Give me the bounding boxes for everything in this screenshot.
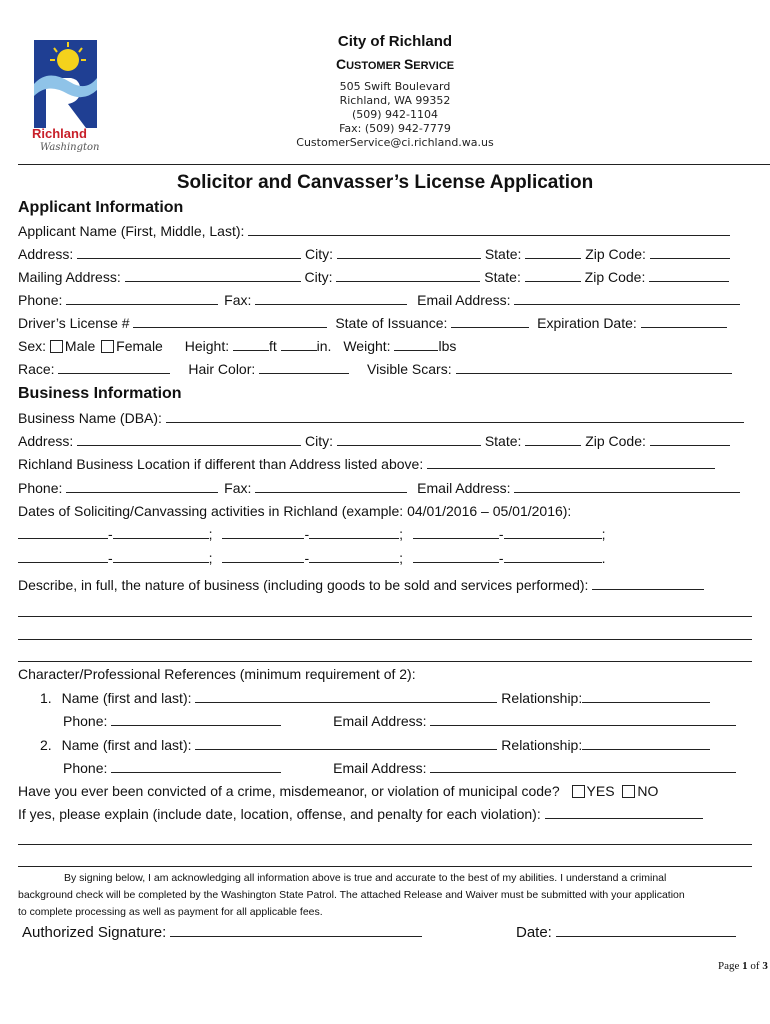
mailing-city-field[interactable] <box>336 269 480 282</box>
mailing-zip-field[interactable] <box>649 269 729 282</box>
race-hair-scars-row: Race: Hair Color: Visible Scars: <box>18 361 732 377</box>
logo-state: Washington <box>40 142 100 153</box>
business-heading: Business Information <box>18 385 182 402</box>
mailing-address-row: Mailing Address: City: State: Zip Code: <box>18 269 729 285</box>
describe-business-row: Describe, in full, the nature of business (including goods to be sold and services performed): <box>18 577 704 593</box>
applicant-zip-field[interactable] <box>650 246 730 259</box>
applicant-name-row: Applicant Name (First, Middle, Last): <box>18 223 730 239</box>
applicant-phone-field[interactable] <box>66 292 218 305</box>
yes-checkbox[interactable] <box>572 785 585 798</box>
applicant-fax-field[interactable] <box>255 292 407 305</box>
reference-2-contact-row: Phone: Email Address: <box>63 760 736 776</box>
describe-business-field[interactable] <box>592 577 704 590</box>
date-range-6-start[interactable] <box>413 550 499 563</box>
business-address-row: Address: City: State: Zip Code: <box>18 433 730 449</box>
date-range-5-end[interactable] <box>309 550 399 563</box>
department-name <box>280 54 510 76</box>
applicant-address-field[interactable] <box>77 246 301 259</box>
business-name-field[interactable] <box>166 410 744 423</box>
reference-2-email-field[interactable] <box>430 760 736 773</box>
business-phone-row: Phone: Fax: Email Address: <box>18 480 740 496</box>
dept-cap-2: S <box>403 56 414 72</box>
explain-field[interactable] <box>545 806 703 819</box>
disclaimer <box>18 870 758 921</box>
business-zip-field[interactable] <box>650 433 730 446</box>
business-phone-field[interactable] <box>66 480 218 493</box>
reference-1-contact-row: Phone: Email Address: <box>63 713 736 729</box>
phone-number: (509) 942-1104 <box>351 108 439 121</box>
reference-1-name-field[interactable] <box>195 690 497 703</box>
reference-1-email-field[interactable] <box>430 713 736 726</box>
page-number: Page 1 of 3 <box>718 960 768 972</box>
weight-field[interactable] <box>394 338 438 351</box>
business-location-row: Richland Business Location if different than Address listed above: <box>18 456 715 472</box>
email-address[interactable]: CustomerService@ci.richland.wa.us <box>296 136 494 149</box>
dates-instruction: Dates of Soliciting/Canvassing activities in Richland (example: 04/01/2016 – 05/01/2016): <box>18 503 572 519</box>
explain-line-2[interactable] <box>18 866 752 867</box>
applicant-email-field[interactable] <box>514 292 740 305</box>
date-range-5-start[interactable] <box>222 550 304 563</box>
business-email-field[interactable] <box>514 480 740 493</box>
business-name-row: Business Name (DBA): <box>18 410 744 426</box>
dept-rest-2: ERVICE <box>413 60 455 72</box>
sun-icon <box>57 49 79 71</box>
mailing-state-field[interactable] <box>525 269 581 282</box>
explain-line-1[interactable] <box>18 844 752 845</box>
applicant-address-row: Address: City: State: Zip Code: <box>18 246 730 262</box>
date-range-4-start[interactable] <box>18 550 108 563</box>
reference-2-relationship-field[interactable] <box>582 737 710 750</box>
height-feet-field[interactable] <box>233 338 269 351</box>
issuance-state-field[interactable] <box>451 315 529 328</box>
describe-line-3[interactable] <box>18 661 752 662</box>
business-city-field[interactable] <box>337 433 481 446</box>
dept-cap-1: C <box>335 56 347 72</box>
describe-line-1[interactable] <box>18 616 752 617</box>
drivers-license-row: Driver’s License # State of Issuance: Expiration Date: <box>18 315 727 331</box>
business-fax-field[interactable] <box>255 480 407 493</box>
date-range-2-end[interactable] <box>309 526 399 539</box>
business-state-field[interactable] <box>525 433 581 446</box>
date-range-1-end[interactable] <box>113 526 209 539</box>
city-name: City of Richland <box>337 33 453 50</box>
mailing-address-field[interactable] <box>125 269 301 282</box>
reference-2-name-field[interactable] <box>195 737 497 750</box>
drivers-license-field[interactable] <box>133 315 327 328</box>
reference-2-name-row: 2. Name (first and last): Relationship: <box>40 737 710 753</box>
sex-height-weight-row: Sex: Male Female Height: ft in. Weight: lbs <box>18 338 457 354</box>
hair-color-field[interactable] <box>259 361 349 374</box>
reference-1-phone-field[interactable] <box>111 713 281 726</box>
fax-number: Fax: (509) 942-7779 <box>339 122 451 135</box>
dept-rest-1: USTOMER <box>346 60 404 72</box>
dates-row-1: - ; - ; - ; <box>18 526 605 542</box>
dates-row-2: - ; - ; - . <box>18 550 605 566</box>
reference-2-phone-field[interactable] <box>111 760 281 773</box>
disclaimer-line-1: By signing below, I am acknowledging all information above is true and accurate to the best of my abilities. I understand a criminal <box>64 872 667 884</box>
applicant-city-field[interactable] <box>337 246 481 259</box>
date-range-6-end[interactable] <box>504 550 602 563</box>
street-address: 505 Swift Boulevard <box>339 80 451 93</box>
male-checkbox[interactable] <box>50 340 63 353</box>
references-heading: Character/Professional References (minimum requirement of 2): <box>18 666 416 682</box>
applicant-phone-row: Phone: Fax: Email Address: <box>18 292 740 308</box>
describe-line-2[interactable] <box>18 639 752 640</box>
explain-row: If yes, please explain (include date, location, offense, and penalty for each violation): <box>18 806 703 822</box>
no-checkbox[interactable] <box>622 785 635 798</box>
visible-scars-field[interactable] <box>456 361 732 374</box>
logo-word: Richland <box>32 126 87 141</box>
reference-1-name-row: 1. Name (first and last): Relationship: <box>40 690 710 706</box>
race-field[interactable] <box>58 361 170 374</box>
city-state-zip: Richland, WA 99352 <box>339 94 451 107</box>
applicant-state-field[interactable] <box>525 246 581 259</box>
height-inches-field[interactable] <box>281 338 317 351</box>
applicant-heading: Applicant Information <box>18 199 184 216</box>
signature-date-field[interactable] <box>556 922 736 937</box>
form-title: Solicitor and Canvasser’s License Application <box>176 172 594 193</box>
disclaimer-line-2: background check will be completed by the Washington State Patrol. The attached Release and Waiver must be submitted with your application <box>18 889 685 901</box>
business-location-field[interactable] <box>427 456 715 469</box>
header-divider <box>18 164 770 165</box>
date-range-3-start[interactable] <box>413 526 499 539</box>
date-range-2-start[interactable] <box>222 526 304 539</box>
signature-field[interactable] <box>170 922 422 937</box>
date-range-4-end[interactable] <box>113 550 209 563</box>
conviction-row: Have you ever been convicted of a crime, misdemeanor, or violation of municipal code? YES NO <box>18 783 659 799</box>
business-address-field[interactable] <box>77 433 301 446</box>
city-logo <box>26 38 106 163</box>
reference-1-relationship-field[interactable] <box>582 690 710 703</box>
signature-row: Authorized Signature: <box>22 922 422 942</box>
applicant-name-field[interactable] <box>248 223 730 236</box>
disclaimer-line-3: to complete processing as well as payment for all applicable fees. <box>18 906 323 918</box>
date-range-1-start[interactable] <box>18 526 108 539</box>
page-header <box>280 32 510 150</box>
date-row: Date: <box>516 922 736 942</box>
female-checkbox[interactable] <box>101 340 114 353</box>
date-range-3-end[interactable] <box>504 526 602 539</box>
expiration-date-field[interactable] <box>641 315 727 328</box>
